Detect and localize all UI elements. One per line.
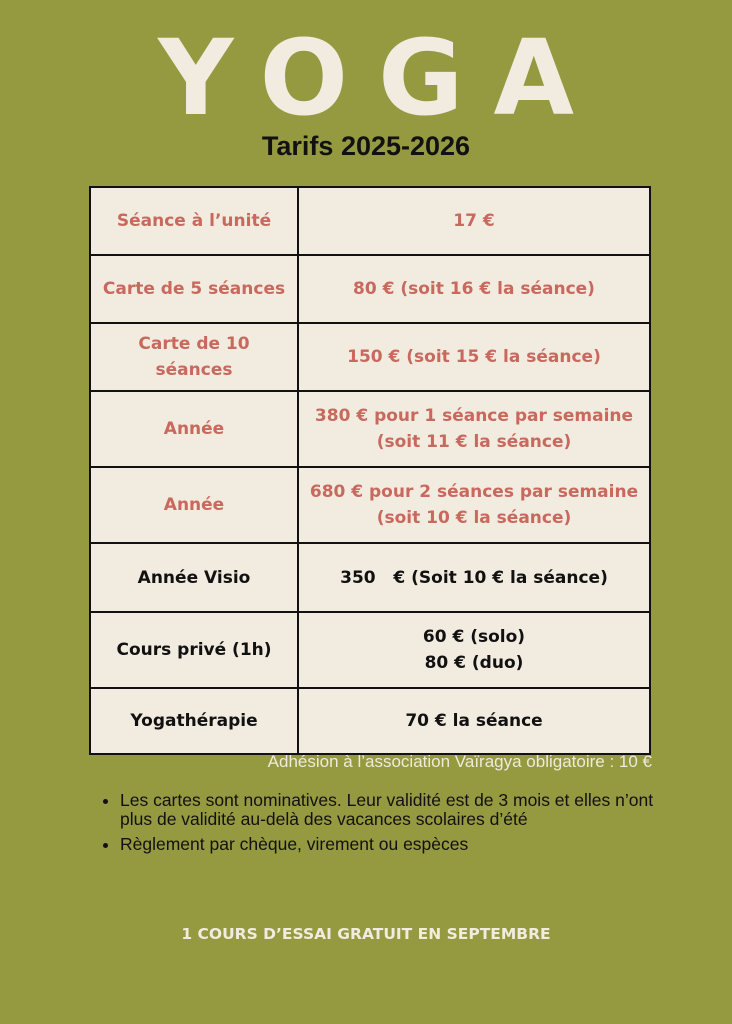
row-label: Cours privé (1h) bbox=[90, 612, 298, 688]
price-line: 680 € pour 2 séances par semaine bbox=[309, 482, 639, 502]
table-row bbox=[90, 688, 650, 754]
row-label: Année bbox=[90, 391, 298, 467]
list-item: • Règlement par chèque, virement ou espèces bbox=[120, 835, 660, 854]
price-line: 70 € la séance bbox=[405, 711, 543, 731]
table-row bbox=[90, 543, 650, 612]
row-price bbox=[298, 255, 650, 323]
price-line: 380 € pour 1 séance par semaine bbox=[314, 406, 634, 426]
price-line: (soit 10 € la séance) bbox=[376, 508, 572, 528]
price-line: 80 € (soit 16 € la séance) bbox=[353, 279, 595, 299]
table-row bbox=[90, 467, 650, 543]
price-line: 80 € (duo) bbox=[424, 653, 524, 673]
notes-list bbox=[100, 791, 660, 860]
row-label: Année Visio bbox=[90, 543, 298, 612]
price-line: 60 € (solo) bbox=[422, 627, 526, 647]
adhesion-note: Adhésion à l’association Vaïragya obligatoire : 10 € bbox=[267, 752, 652, 771]
price-line: 17 € bbox=[453, 211, 495, 231]
page-title: YOGA bbox=[158, 17, 604, 139]
page-subtitle: Tarifs 2025-2026 bbox=[261, 131, 471, 161]
row-label: Année bbox=[90, 467, 298, 543]
price-line: 350 € (Soit 10 € la séance) bbox=[340, 567, 608, 588]
row-price bbox=[298, 323, 650, 391]
table-row bbox=[90, 612, 650, 688]
row-price bbox=[298, 543, 650, 612]
price-line: 150 € (soit 15 € la séance) bbox=[347, 347, 601, 367]
table-row bbox=[90, 255, 650, 323]
row-price bbox=[298, 391, 650, 467]
row-price bbox=[298, 467, 650, 543]
row-label: Carte de 10 séances bbox=[90, 323, 298, 391]
row-price bbox=[298, 187, 650, 255]
price-table bbox=[89, 186, 651, 755]
table-row bbox=[90, 323, 650, 391]
row-label: Carte de 5 séances bbox=[90, 255, 298, 323]
free-trial-banner: 1 COURS D’ESSAI GRATUIT EN SEPTEMBRE bbox=[181, 925, 551, 943]
row-price bbox=[298, 688, 650, 754]
table-row bbox=[90, 187, 650, 255]
row-price bbox=[298, 612, 650, 688]
row-label: Séance à l’unité bbox=[90, 187, 298, 255]
table-row bbox=[90, 391, 650, 467]
row-label: Yogathérapie bbox=[90, 688, 298, 754]
price-line: (soit 11 € la séance) bbox=[376, 432, 572, 452]
list-item: • Les cartes sont nominatives. Leur validité est de 3 mois et elles n’ont plus de validité au-delà des vacances scolaires d’été bbox=[120, 791, 660, 829]
